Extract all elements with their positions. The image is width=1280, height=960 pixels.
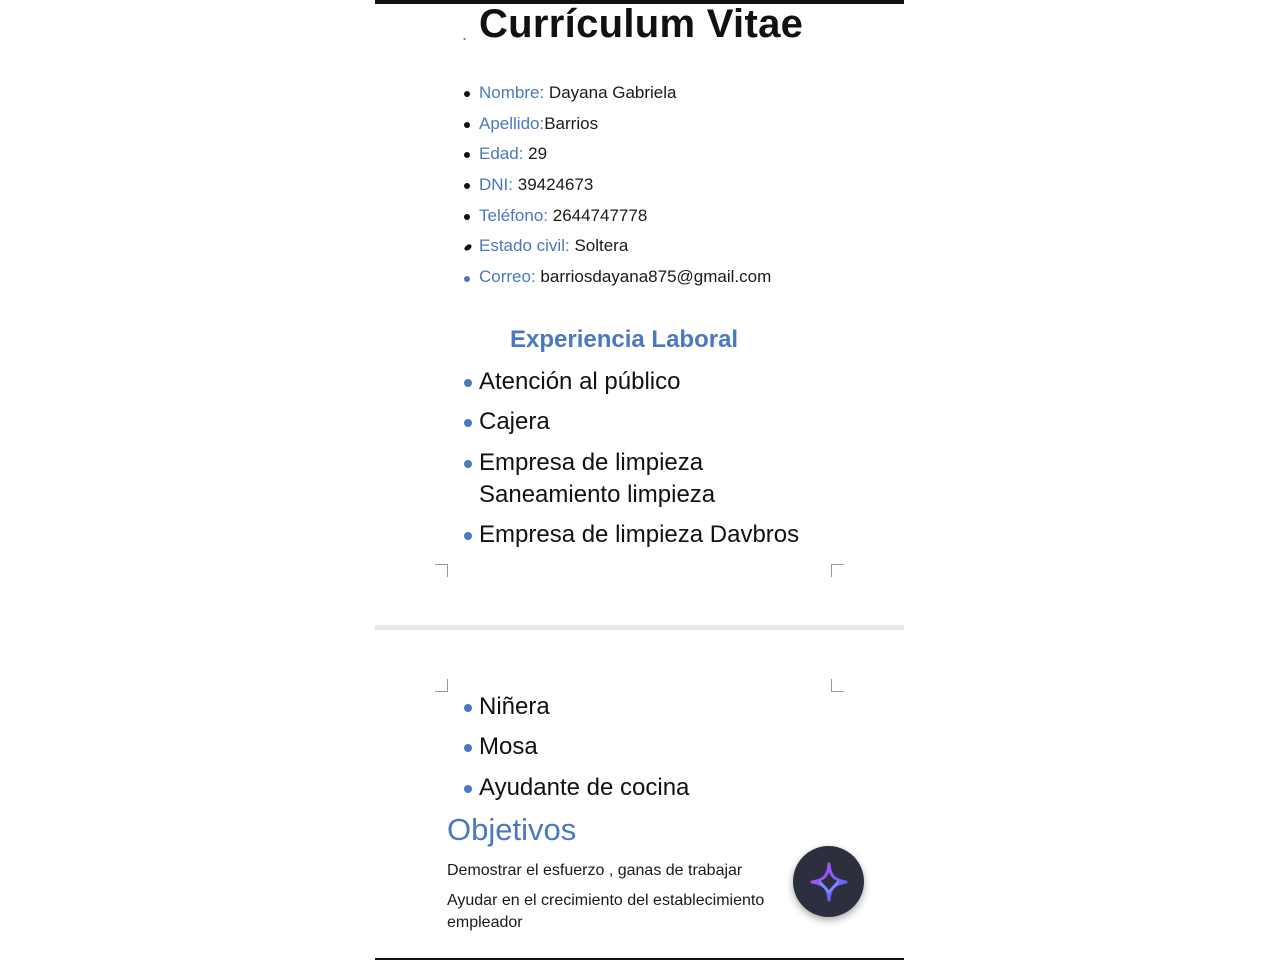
- sparkle-icon: [810, 862, 848, 902]
- experience-heading[interactable]: Experiencia Laboral: [510, 326, 739, 353]
- bullet: [464, 122, 470, 128]
- title-marker: .: [462, 24, 468, 44]
- bullet: [464, 785, 472, 793]
- info-telefono[interactable]: [479, 206, 647, 226]
- info-label: Nombre:: [479, 83, 545, 102]
- bullet: [464, 532, 472, 540]
- bullet: [464, 91, 470, 97]
- info-label: Apellido:: [479, 114, 545, 133]
- info-value: barriosdayana875@gmail.com: [540, 267, 772, 286]
- margin-marker: [435, 679, 448, 692]
- info-value: Soltera: [574, 236, 629, 255]
- document-title[interactable]: Currículum Vitae: [479, 2, 804, 46]
- experience-item-continuation[interactable]: Saneamiento limpieza: [479, 481, 716, 508]
- experience-item[interactable]: Atención al público: [479, 368, 681, 395]
- bullet: [464, 276, 470, 282]
- info-value: Dayana Gabriela: [548, 83, 677, 102]
- experience-item[interactable]: Empresa de limpieza Davbros: [479, 521, 800, 548]
- info-dni[interactable]: [479, 175, 593, 195]
- bullet: [464, 214, 470, 220]
- info-label: Correo:: [479, 267, 536, 286]
- info-value: 29: [528, 144, 548, 163]
- experience-item[interactable]: Niñera: [479, 693, 550, 720]
- bullet: [464, 152, 470, 158]
- info-nombre[interactable]: [479, 83, 677, 103]
- objective-line[interactable]: empleador: [447, 914, 523, 931]
- info-label: Edad:: [479, 144, 524, 163]
- info-correo[interactable]: [479, 267, 771, 287]
- page-break: [375, 625, 904, 630]
- bullet: [464, 379, 472, 387]
- experience-item[interactable]: Cajera: [479, 408, 550, 435]
- objectives-heading[interactable]: Objetivos: [447, 812, 577, 847]
- experience-item[interactable]: Mosa: [479, 733, 538, 760]
- info-label: Estado civil:: [479, 236, 570, 255]
- margin-marker: [831, 564, 844, 577]
- objective-line[interactable]: Demostrar el esfuerzo , ganas de trabajar: [447, 862, 743, 879]
- bullet: [464, 183, 470, 189]
- info-edad[interactable]: [479, 144, 547, 164]
- bullet: [464, 419, 472, 427]
- experience-item[interactable]: Ayudante de cocina: [479, 774, 690, 801]
- bullet: [464, 460, 472, 468]
- info-value: 2644747778: [552, 206, 648, 225]
- bullet: [464, 744, 472, 752]
- bullet: [464, 704, 472, 712]
- objective-line[interactable]: Ayudar en el crecimiento del establecimiento: [447, 892, 765, 909]
- info-estado-civil[interactable]: [479, 236, 628, 256]
- info-value: 39424673: [517, 175, 594, 194]
- info-label: DNI:: [479, 175, 513, 194]
- info-apellido[interactable]: [479, 114, 598, 134]
- experience-item[interactable]: Empresa de limpieza: [479, 449, 704, 476]
- info-label: Teléfono:: [479, 206, 548, 225]
- ai-assistant-button[interactable]: [793, 846, 864, 917]
- margin-marker: [435, 564, 448, 577]
- info-value: Barrios: [544, 114, 599, 133]
- margin-marker: [831, 679, 844, 692]
